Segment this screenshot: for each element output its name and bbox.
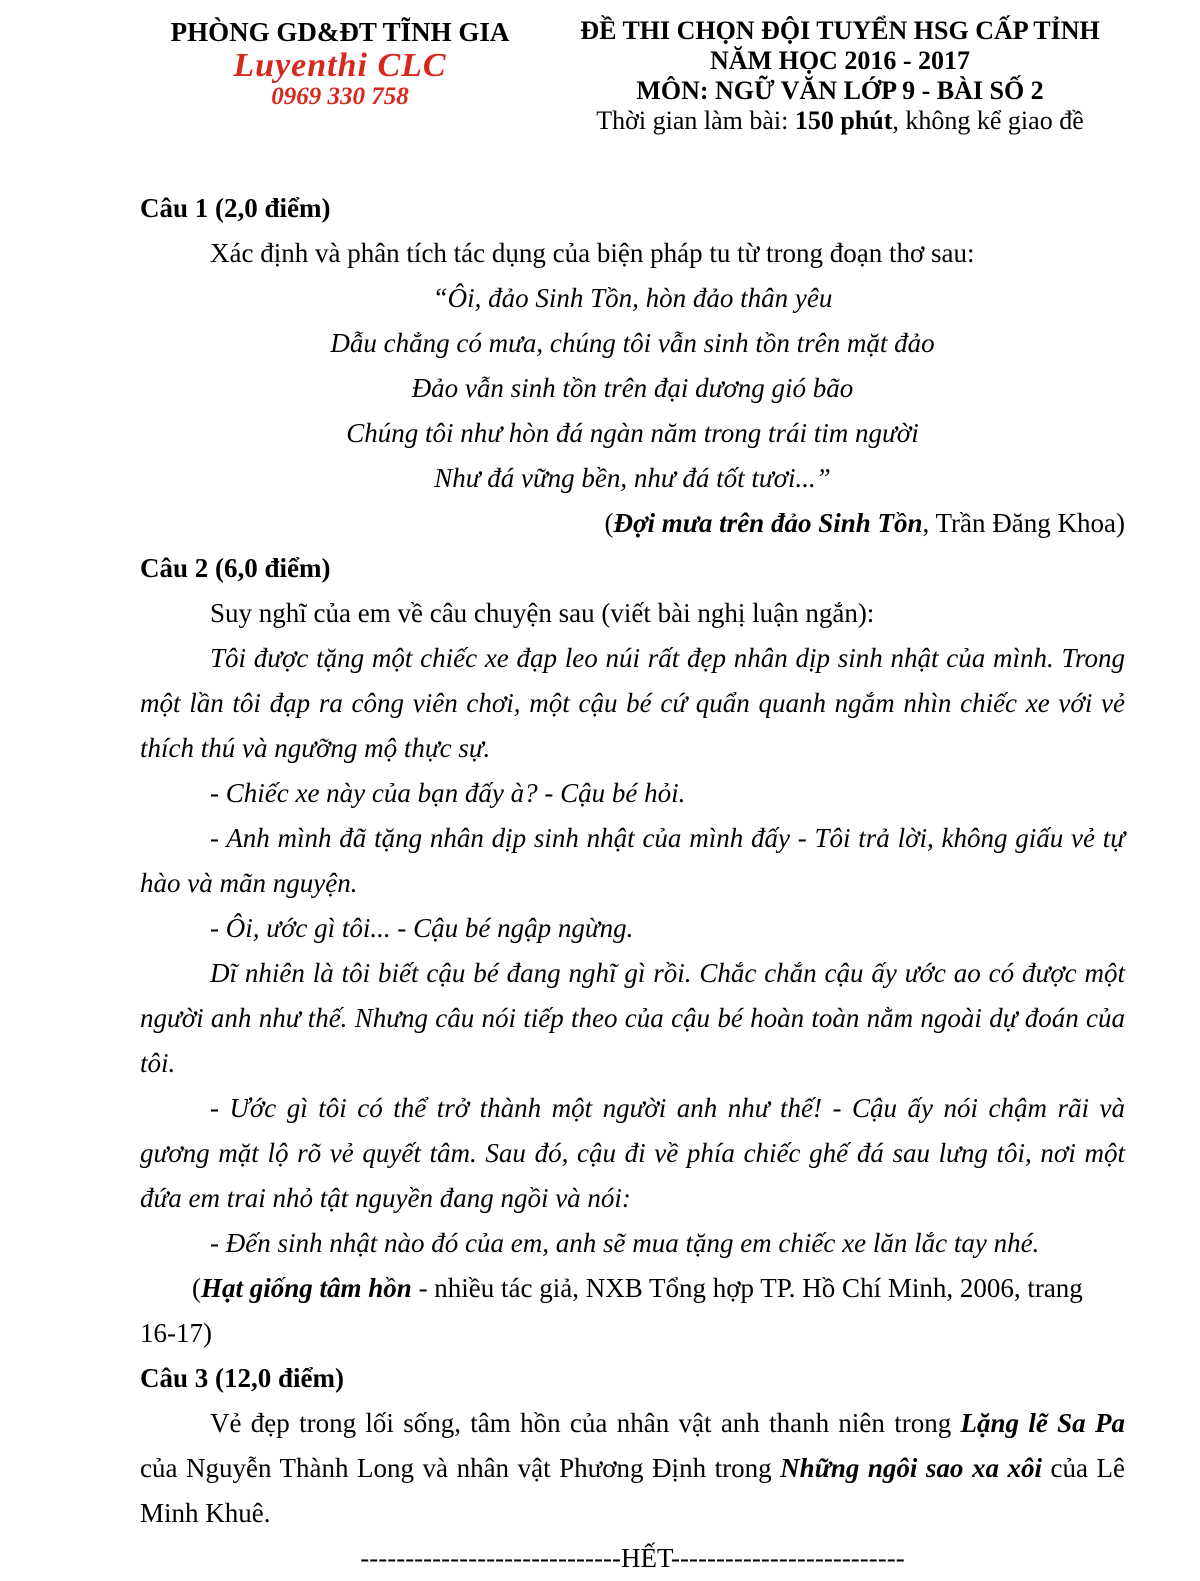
subject-line: MÔN: NGỮ VĂN LỚP 9 - BÀI SỐ 2 xyxy=(636,76,1044,105)
story-source xyxy=(140,1266,1125,1356)
school-year: NĂM HỌC 2016 - 2017 xyxy=(710,46,970,75)
end-marker: -----------------------------HẾT-------------------------- xyxy=(360,1543,905,1573)
question-1-heading: Câu 1 (2,0 điểm) xyxy=(140,193,331,223)
attribution-open: ( xyxy=(604,508,614,538)
poem-line: Chúng tôi như hòn đá ngàn năm trong trái tim người xyxy=(346,418,919,448)
question-3-text-part2: của Nguyễn Thành Long và nhân vật Phương Định trong xyxy=(140,1453,781,1483)
question-2-heading: Câu 2 (6,0 điểm) xyxy=(140,553,331,583)
poem-line: Dẫu chẳng có mưa, chúng tôi vẫn sinh tồn trên mặt đảo xyxy=(330,328,935,358)
attribution-author: , Trần Đăng Khoa) xyxy=(922,508,1125,538)
exam-title: ĐỀ THI CHỌN ĐỘI TUYỂN HSG CẤP TỈNH xyxy=(580,16,1100,45)
question-3-text-part3: của Lê Minh Khuê. xyxy=(140,1453,1125,1528)
duration-prefix: Thời gian làm bài: xyxy=(596,106,795,135)
header xyxy=(0,0,1200,136)
story-paragraph: - Ôi, ước gì tôi... - Cậu bé ngập ngừng. xyxy=(210,913,634,943)
question-3-text xyxy=(140,1401,1125,1536)
exam-content xyxy=(0,136,1200,1581)
poem-line: “Ôi, đảo Sinh Tồn, hòn đảo thân yêu xyxy=(432,283,833,313)
work-title-lang-le-sa-pa: Lặng lẽ Sa Pa xyxy=(960,1408,1125,1438)
story-paragraph: - Chiếc xe này của bạn đấy à? - Cậu bé hỏi. xyxy=(210,778,686,808)
poem-title: Đợi mưa trên đảo Sinh Tồn xyxy=(613,508,923,538)
source-details: - nhiều tác giả, NXB Tổng hợp TP. Hồ Chí Minh, 2006, trang 16-17) xyxy=(140,1273,1083,1348)
duration-line xyxy=(540,106,1140,136)
header-left-block xyxy=(140,16,540,110)
story-paragraph: Dĩ nhiên là tôi biết cậu bé đang nghĩ gì rồi. Chắc chắn cậu ấy ước ao có được một người anh như thế. Nhưng câu nói tiếp theo của cậu bé hoàn toàn nằm ngoài dự đoán của tôi. xyxy=(140,958,1125,1078)
story-paragraph: - Ước gì tôi có thể trở thành một người anh như thế! - Cậu ấy nói chậm rãi và gương mặt lộ rõ vẻ quyết tâm. Sau đó, cậu đi về phía chiếc ghế đá sau lưng tôi, nơi một đứa em trai nhỏ tật nguyền đang ngồi và nói: xyxy=(140,1093,1125,1213)
question-3-heading: Câu 3 (12,0 điểm) xyxy=(140,1363,344,1393)
source-open: ( xyxy=(192,1273,201,1303)
source-book-title: Hạt giống tâm hồn xyxy=(201,1273,412,1303)
story-paragraph: - Đến sinh nhật nào đó của em, anh sẽ mua tặng em chiếc xe lăn lắc tay nhé. xyxy=(210,1228,1040,1258)
logo-text: Luyenthi CLC xyxy=(233,47,447,84)
poem-line: Như đá vững bền, như đá tốt tươi...” xyxy=(434,463,831,493)
department-name: PHÒNG GD&ĐT TĨNH GIA xyxy=(170,17,510,47)
question-1-intro: Xác định và phân tích tác dụng của biện pháp tu từ trong đoạn thơ sau: xyxy=(210,238,975,268)
question-3-text-part1: Vẻ đẹp trong lối sống, tâm hồn của nhân vật anh thanh niên trong xyxy=(210,1408,961,1438)
question-2-intro: Suy nghĩ của em về câu chuyện sau (viết bài nghị luận ngắn): xyxy=(210,598,875,628)
duration-value: 150 phút xyxy=(794,106,893,135)
header-right-block xyxy=(540,16,1140,136)
story-paragraph: - Anh mình đã tặng nhân dịp sinh nhật của mình đấy - Tôi trả lời, không giấu vẻ tự hào và mãn nguyện. xyxy=(140,823,1125,898)
duration-suffix: , không kể giao đề xyxy=(892,106,1084,135)
story-paragraph: Tôi được tặng một chiếc xe đạp leo núi rất đẹp nhân dịp sinh nhật của mình. Trong một lần tôi đạp ra công viên chơi, một cậu bé cứ quẩn quanh ngắm nhìn chiếc xe với vẻ thích thú và ngưỡng mộ thực sự. xyxy=(140,643,1125,763)
poem-line: Đảo vẫn sinh tồn trên đại dương gió bão xyxy=(411,373,854,403)
work-title-nhung-ngoi-sao-xa-xoi: Những ngôi sao xa xôi xyxy=(780,1453,1042,1483)
poem xyxy=(140,276,1125,501)
phone-number: 0969 330 758 xyxy=(271,83,409,110)
poem-attribution xyxy=(140,501,1125,546)
